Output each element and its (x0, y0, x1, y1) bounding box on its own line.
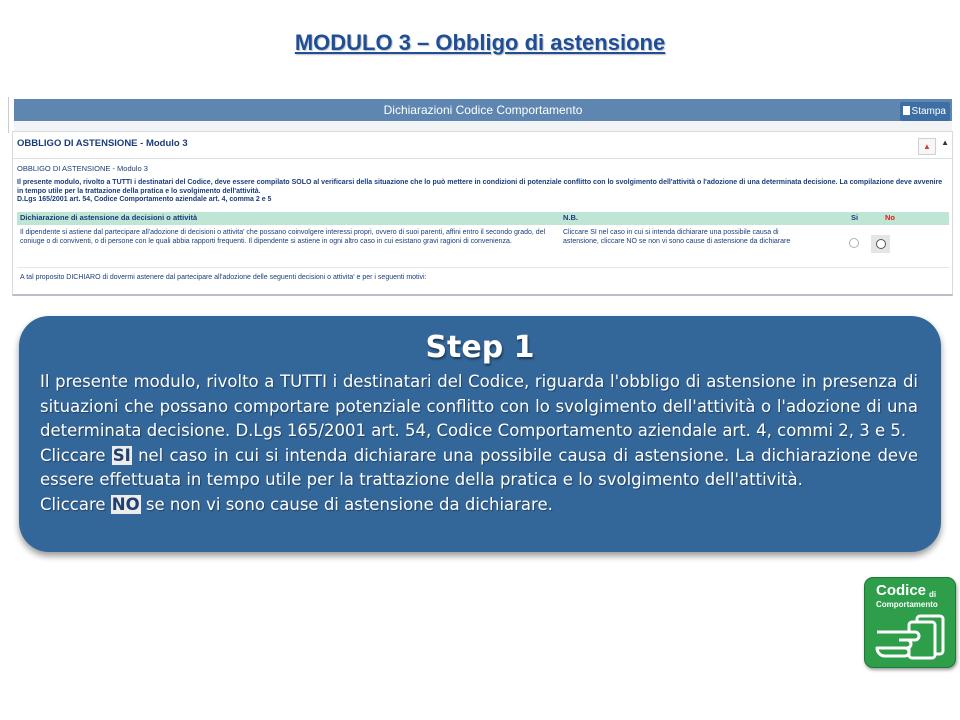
logo-codice-text: Codice (876, 582, 927, 599)
step-callout (19, 316, 941, 552)
obbligo-panel (12, 131, 953, 296)
form-screenshot (8, 97, 952, 297)
table-header (17, 212, 949, 225)
si-radio[interactable] (849, 238, 859, 248)
divider (13, 158, 952, 159)
text: Cliccare (40, 445, 112, 465)
pointing-hand-icon (871, 612, 949, 662)
row-nb-text: Cliccare SI nel caso in cui si intenda dichiarare una possibile causa di astensione, cliccare NO se non vi sono cause di astensione da dichiarare (563, 229, 791, 245)
document-icon (903, 106, 910, 115)
form-header-title: Dichiarazioni Codice Comportamento (383, 103, 583, 117)
panel-title: OBBLIGO DI ASTENSIONE - Modulo 3 (17, 138, 188, 149)
form-header (14, 99, 952, 121)
step-title: Step 1 (425, 330, 535, 365)
text: nel caso in cui si intenda dichiarare una possibile causa di astensione. La dichiarazione deve essere effettuata in tempo utile per la trattazione della pratica e lo svolgimento dell'attività. (40, 445, 918, 489)
step-paragraph-2 (40, 444, 918, 493)
step-paragraph-1: Il presente modulo, rivolto a TUTTI i destinatari del Codice, riguarda l'obbligo di astensione in presenza di situazioni che possano comportare potenziale conflitto con lo svolgimento dell'attività o l'adozione di una determinata decisione. D.Lgs 165/2001 art. 54, Codice Comportamento aziendale art. 4, commi 2, 3 e 5. (40, 372, 918, 440)
text: se non vi sono cause di astensione da dichiarare. (140, 494, 553, 514)
logo-di-text: di (929, 590, 937, 599)
step-body (40, 370, 918, 517)
panel-intro (17, 179, 945, 205)
row-declaration-text: Il dipendente si astiene dal partecipare all'adozione di decisioni o attivita' che possano coinvolgere interessi propri, ovvero di suoi parenti, affini entro il secondo grado, del coniuge o di conviventi, o di persone con le quali abbia rapporti frequenti. Il dipendente si astiene in ogni altro caso in cui esistano gravi ragioni di convenienza. (20, 229, 546, 245)
column-si: Si (851, 213, 859, 222)
table-row (17, 227, 949, 268)
pdf-icon[interactable]: ▲ (918, 138, 936, 155)
collapse-icon[interactable]: ▲ (941, 138, 949, 147)
declaration-footer: A tal proposito DICHIARO di dovermi astenere dal partecipare all'adozione delle seguenti decisioni o attivita' e per i seguenti motivi: (20, 274, 427, 281)
no-radio[interactable] (876, 239, 886, 249)
text: Cliccare (40, 494, 111, 514)
no-radio-cell (871, 235, 890, 253)
logo-comportamento-text: Comportamento (876, 600, 938, 609)
column-nb: N.B. (563, 213, 578, 222)
column-no: No (885, 213, 895, 222)
no-highlight: NO (111, 494, 140, 514)
print-button[interactable] (900, 102, 950, 121)
spacer (14, 121, 952, 131)
intro-text: Il presente modulo, rivolto a TUTTI i destinatari del Codice, deve essere compilato SOLO al verificarsi della situazione che lo può mettere in condizioni di potenziale conflitto con lo svolgimento dell'attività o l'adozione di una determinata decisione. La compilazione deve avvenire in tempo utile per la trattazione della pratica e lo svolgimento dell'attività. (17, 179, 943, 195)
slide-title: MODULO 3 – Obbligo di astensione (294, 30, 666, 55)
intro-law-reference: D.Lgs 165/2001 art. 54, Codice Comportamento aziendale art. 4, comma 2 e 5 (17, 196, 272, 203)
print-label: Stampa (911, 106, 946, 117)
step-paragraph-3 (40, 493, 918, 518)
codice-comportamento-logo (864, 577, 956, 668)
si-highlight: SI (112, 445, 131, 465)
divider (8, 97, 9, 133)
column-declaration: Dichiarazione di astensione da decisioni o attività (20, 213, 198, 222)
panel-subtitle: OBBLIGO DI ASTENSIONE - Modulo 3 (17, 164, 148, 173)
